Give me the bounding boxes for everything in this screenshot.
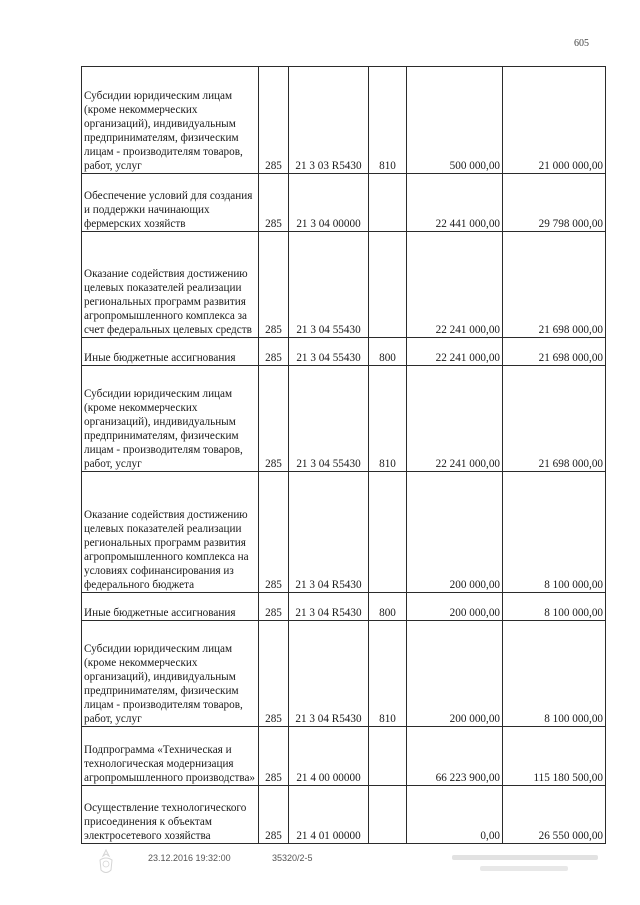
footer-timestamp: 23.12.2016 19:32:00 [148,853,231,863]
row-vr-code [369,174,407,232]
row-name: Оказание содействия достижению целевых показателей реализации региональных программ развития агропромышленного комплекса за счет федеральных целевых средств [82,232,259,338]
row-sum-2017: 22 241 000,00 [407,232,503,338]
row-vr-code [369,232,407,338]
row-gr-code: 285 [259,174,289,232]
row-gr-code: 285 [259,727,289,786]
row-name: Иные бюджетные ассигнования [82,593,259,621]
row-name: Субсидии юридическим лицам (кроме некоммерческих организаций), индивидуальным предпринимателям, физическим лицам - производителям товаров, работ, услуг [82,621,259,727]
row-csr-code: 21 3 04 R5430 [289,472,369,593]
row-sum-2017: 66 223 900,00 [407,727,503,786]
table-row [82,338,606,366]
row-sum-2017: 0,00 [407,786,503,844]
row-gr-code: 285 [259,67,289,174]
row-csr-code: 21 3 04 R5430 [289,593,369,621]
row-vr-code [369,727,407,786]
table-row [82,621,606,727]
row-sum-2018: 26 550 000,00 [503,786,606,844]
row-sum-2017: 500 000,00 [407,67,503,174]
row-gr-code: 285 [259,232,289,338]
row-sum-2018: 21 000 000,00 [503,67,606,174]
row-csr-code: 21 3 04 R5430 [289,621,369,727]
page-number: 605 [574,38,589,49]
row-gr-code: 285 [259,338,289,366]
row-vr-code: 800 [369,593,407,621]
row-vr-code [369,472,407,593]
watermark-stamp [450,852,600,876]
table-row [82,472,606,593]
table-row [82,174,606,232]
table-row [82,366,606,472]
row-sum-2017: 200 000,00 [407,621,503,727]
row-sum-2017: 200 000,00 [407,472,503,593]
row-name: Подпрограмма «Техническая и технологическая модернизация агропромышленного производства» [82,727,259,786]
table-row [82,786,606,844]
row-vr-code: 800 [369,338,407,366]
row-sum-2018: 21 698 000,00 [503,366,606,472]
row-sum-2018: 8 100 000,00 [503,621,606,727]
row-csr-code: 21 3 04 00000 [289,174,369,232]
row-gr-code: 285 [259,366,289,472]
row-csr-code: 21 4 01 00000 [289,786,369,844]
row-csr-code: 21 3 04 55430 [289,232,369,338]
row-vr-code [369,786,407,844]
row-csr-code: 21 3 04 55430 [289,366,369,472]
footer-doc-number: 35320/2-5 [272,853,313,863]
row-csr-code: 21 3 03 R5430 [289,67,369,174]
row-gr-code: 285 [259,786,289,844]
row-gr-code: 285 [259,593,289,621]
row-vr-code: 810 [369,621,407,727]
row-sum-2018: 21 698 000,00 [503,232,606,338]
row-sum-2018: 115 180 500,00 [503,727,606,786]
row-vr-code: 810 [369,67,407,174]
row-sum-2017: 22 441 000,00 [407,174,503,232]
row-sum-2017: 200 000,00 [407,593,503,621]
row-sum-2018: 21 698 000,00 [503,338,606,366]
budget-table [81,66,606,844]
table-row [82,67,606,174]
row-sum-2017: 22 241 000,00 [407,366,503,472]
row-name: Иные бюджетные ассигнования [82,338,259,366]
table-row [82,232,606,338]
row-name: Оказание содействия достижению целевых показателей реализации региональных программ развития агропромышленного комплекса на условиях софинансирования из федерального бюджета [82,472,259,593]
row-name: Субсидии юридическим лицам (кроме некоммерческих организаций), индивидуальным предпринимателям, физическим лицам - производителям товаров, работ, услуг [82,366,259,472]
row-csr-code: 21 3 04 55430 [289,338,369,366]
row-sum-2018: 8 100 000,00 [503,472,606,593]
budget-table-body [82,67,606,844]
emblem-icon [96,848,116,878]
row-name: Субсидии юридическим лицам (кроме некоммерческих организаций), индивидуальным предпринимателям, физическим лицам - производителям товаров, работ, услуг [82,67,259,174]
row-sum-2017: 22 241 000,00 [407,338,503,366]
row-gr-code: 285 [259,621,289,727]
row-vr-code: 810 [369,366,407,472]
row-csr-code: 21 4 00 00000 [289,727,369,786]
row-sum-2018: 29 798 000,00 [503,174,606,232]
row-sum-2018: 8 100 000,00 [503,593,606,621]
row-name: Осуществление технологического присоединения к объектам электросетевого хозяйства [82,786,259,844]
table-row [82,727,606,786]
table-row [82,593,606,621]
row-name: Обеспечение условий для создания и поддержки начинающих фермерских хозяйств [82,174,259,232]
row-gr-code: 285 [259,472,289,593]
